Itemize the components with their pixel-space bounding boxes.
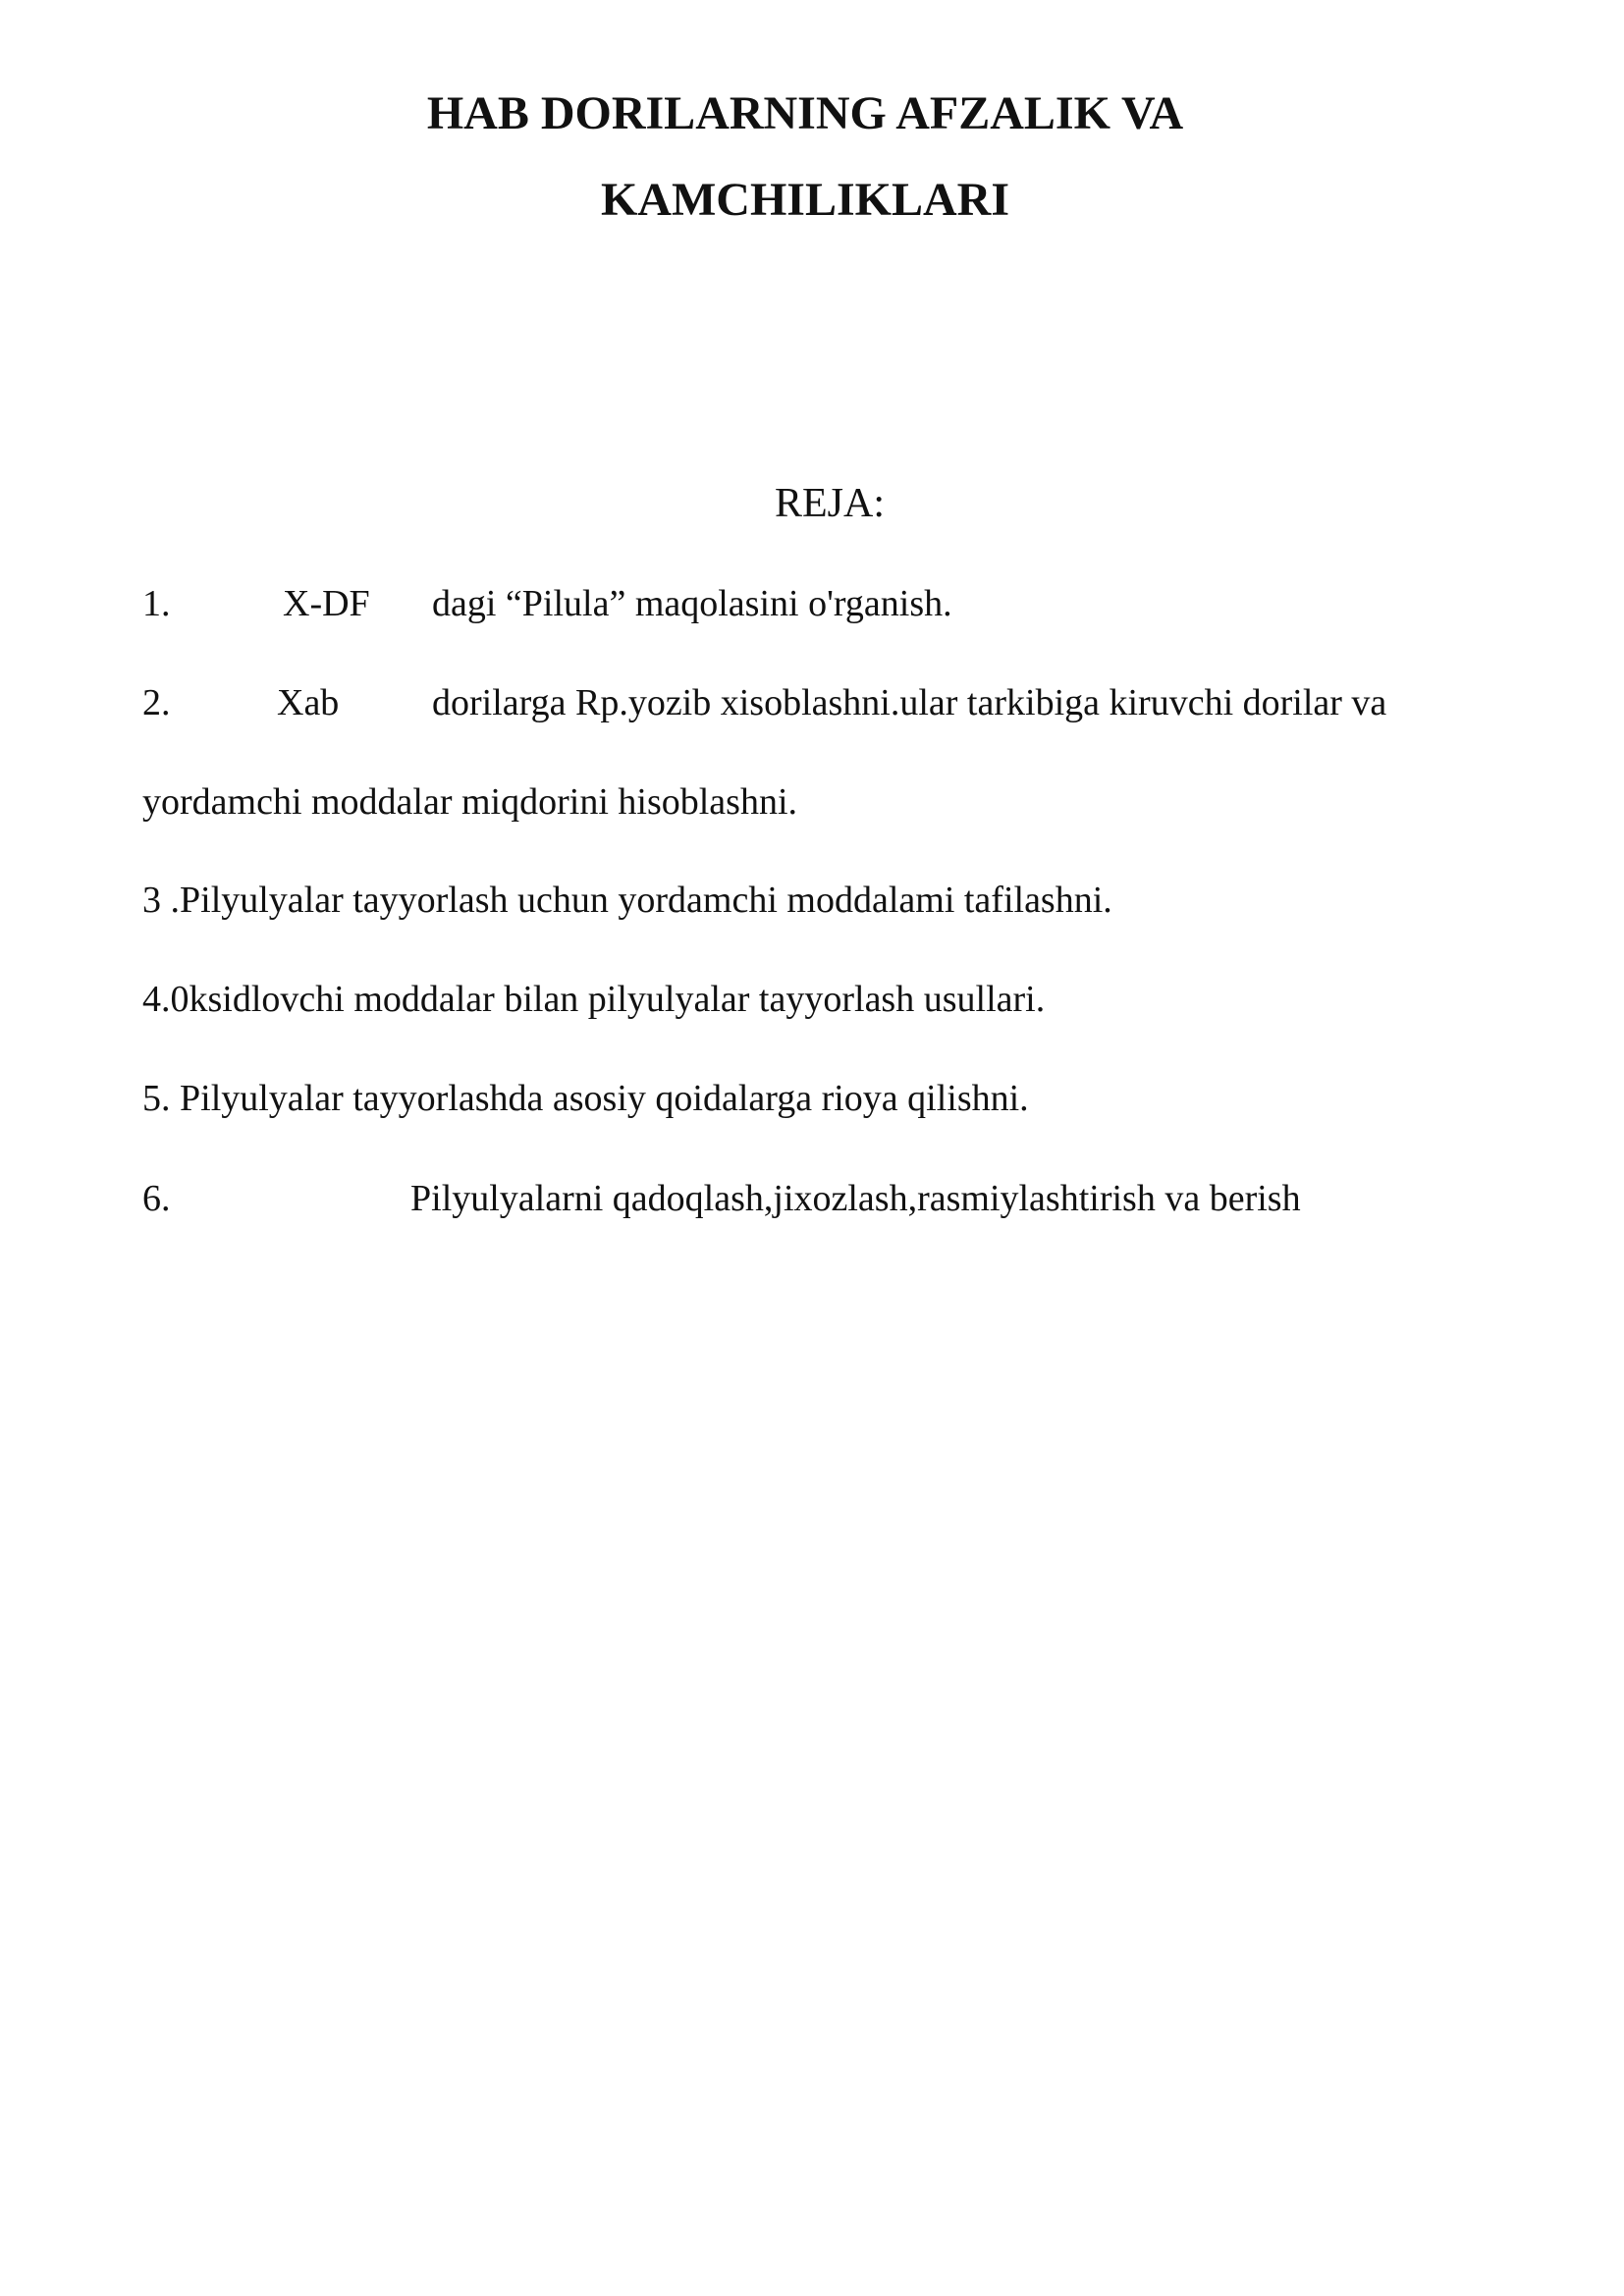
plan-item-2: [142, 680, 1517, 725]
plan-item-text: dorilarga Rp.yozib xisoblashni.ular tarkibiga kiruvchi dorilar va: [432, 682, 1387, 723]
document-title-line-1: HAB DORILARNING AFZALIK VA: [426, 87, 1184, 139]
plan-item-6: [142, 1176, 1517, 1221]
plan-item-2-continuation: yordamchi moddalar miqdorini hisoblashni.: [142, 781, 798, 823]
plan-item-number: 6.: [142, 1178, 171, 1219]
plan-item-text: dagi “Pilula” maqolasini o'rganish.: [432, 583, 952, 624]
plan-heading: REJA:: [774, 481, 885, 526]
plan-item-subject: X-DF: [283, 583, 370, 624]
plan-item-number: 2.: [142, 682, 171, 723]
plan-item-text: Pilyulyalarni qadoqlash,jixozlash,rasmiylashtirish va berish: [410, 1178, 1301, 1219]
plan-item-3: 3 .Pilyulyalar tayyorlash uchun yordamchi moddalami tafilashni.: [142, 880, 1112, 921]
plan-item-subject: Xab: [277, 682, 340, 723]
plan-item-4: 4.0ksidlovchi moddalar bilan pilyulyalar tayyorlash usullari.: [142, 979, 1046, 1020]
plan-item-1: [142, 581, 1517, 626]
plan-item-5: 5. Pilyulyalar tayyorlashda asosiy qoidalarga rioya qilishni.: [142, 1078, 1029, 1119]
document-title-line-2: KAMCHILIKLARI: [600, 174, 1010, 226]
plan-item-number: 1.: [142, 583, 171, 624]
